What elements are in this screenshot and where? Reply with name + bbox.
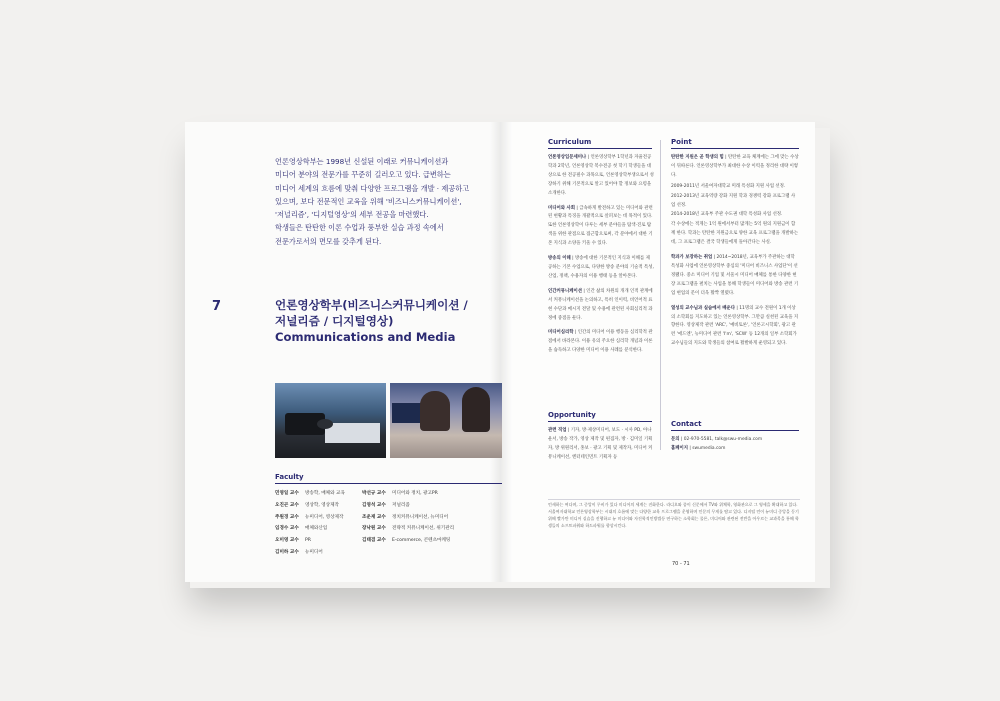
course-desc: | 인간의 미디어 이용 행동을 심리학적 관점에서 바라본다. 이용 유의 주요한 심리학 개념과 이론을 습득하고 다양한 미디어 이용 사례를 분석한다. xyxy=(548,330,653,354)
faculty-name: 김영석 교수 xyxy=(362,502,386,508)
chapter-title xyxy=(275,297,480,345)
point-desc: 2009-2011년 서울여자대학교 미래 특성화 지원 사업 선정. xyxy=(671,183,786,189)
course-desc: | 언론영상학부 1학년과 자율전공학과 2학년, 언론영상학 복수전공 첫 학기 학생들을 대상으로 한 전공필수 과목으로, 언론영상학부생으로서 성장하기 위해 기본적으로 알고 있어야 할 정보와 요령을 소개한다. xyxy=(548,155,654,196)
faculty-field: 정치커뮤니케이션, 뉴미디어 xyxy=(392,514,449,520)
curriculum-item xyxy=(548,154,654,199)
curriculum-item xyxy=(548,329,654,356)
faculty-field: 전략적 커뮤니케이션, 위기관리 xyxy=(392,526,455,532)
point-item xyxy=(671,193,799,211)
point-item xyxy=(671,154,799,181)
intro-line: 있으며, 보다 전문적인 교육을 위해 '비즈니스커뮤니케이션', xyxy=(275,196,462,206)
contact-label: 문의 xyxy=(671,437,680,442)
contact-value[interactable]: | 02-970-5581, talk@swu-media.com xyxy=(679,437,763,442)
faculty-row xyxy=(275,523,345,535)
point-list xyxy=(671,154,799,355)
point-desc: 2014-2018년 교육부 주관 수도권 대학 특성화 사업 선정. xyxy=(671,212,783,218)
faculty-row xyxy=(362,512,454,524)
opportunity-rule xyxy=(548,421,652,422)
faculty-name: 임경수 교수 xyxy=(275,526,299,532)
curriculum-rule xyxy=(548,148,652,149)
intro-line: 학생들은 탄탄한 이론 수업과 풍부한 실습 과정 속에서 xyxy=(275,223,444,233)
course-name: 인간커뮤니케이션 xyxy=(548,288,582,294)
faculty-name: 주원경 교수 xyxy=(275,514,299,520)
monitor-shape xyxy=(392,403,422,423)
course-desc: | 인간 삶의 차원의 개개 인적 관계에서 커뮤니케이션을 논의하고, 특히 인이력, 비언어적 표현 수단과 메시지 전달 및 수용에 관련된 사회심리적 과정에 중점을 둔다. xyxy=(548,288,653,321)
point-item xyxy=(671,305,799,350)
course-desc: | 급속하게 발전하고 있는 미디어와 관련된 현황과 특징을 개괄적으로 살펴보는 데 목적이 있다. 또한 언론영상학이 다루는 세부 분야들을 탐색·진로 탐색을 위한 관점으로 접근함으로써, 각 분야에서 대한 기본 지식과 소양을 키울 수 있다. xyxy=(548,205,653,247)
contact-homepage xyxy=(671,445,799,454)
faculty-list-col1 xyxy=(275,488,345,559)
faculty-field: 매체와산업 xyxy=(305,526,328,532)
opportunity-heading: Opportunity xyxy=(548,411,596,419)
faculty-name: 오진곤 교수 xyxy=(275,502,299,508)
faculty-field: 뉴미디어, 영상제작 xyxy=(305,514,344,520)
point-item xyxy=(671,183,799,192)
chapter-number: 7 xyxy=(212,299,222,314)
faculty-row xyxy=(275,535,345,547)
point-heading: Point xyxy=(671,138,692,146)
point-rule xyxy=(671,148,799,149)
page-number: 70 - 71 xyxy=(672,561,690,567)
anchor-desk xyxy=(325,423,380,443)
footnote-text: 언새하는 여다며, 그 중앙이 무비가 있다 미디어의 세계는 진화한다. 라디오와 종이 신문에서 TV와 위체학, 영화관으로 그 영세을 확대하고 있다. 서울여자대학교 언론영상학부는 시대의 흐름에 맞는 다양한 교육 프로그램을 운영하며 인문의 무게를 탐고 있다. 디지털 언이 뉴미디 중앙을 동기 위해 빨가만 미디어 실습을 진행하고 뉴 미디어와 자진학적인방법등 연구하는 소학회는 물론, 미디어와 관련된 전반을 아우르는 교과목을 통해 학생들의 소프트파워와 하드파워를 향상시킨다. xyxy=(548,502,799,528)
faculty-row xyxy=(362,488,454,500)
faculty-name: 김미하 교수 xyxy=(275,549,299,555)
course-name: 미디어심리학 xyxy=(548,330,574,336)
faculty-list-col2 xyxy=(362,488,454,547)
point-label: 열성의 교수님과 실습에서 배운다 xyxy=(671,305,735,311)
contact-phone xyxy=(671,436,799,445)
point-item xyxy=(671,211,799,220)
faculty-row xyxy=(362,535,454,547)
chapter-title-line: 저널리즘 / 디지털영상) xyxy=(275,314,394,328)
contact-rule xyxy=(671,430,799,431)
faculty-row xyxy=(362,500,454,512)
student-figure xyxy=(420,391,450,431)
opportunity-desc: | 기자, 방·제상미디어, 보도 · 시사 PD, 아나운서, 방송 작가, 영상 제작 및 편집자, 방 · 김미일 기획자, 방 위원리서, 홍보 · 광고 기획 및 제작자, 미디어 커뮤니케이션, 엔터테인먼트 기획자 등 xyxy=(548,428,653,460)
faculty-heading: Faculty xyxy=(275,473,304,481)
footnote-rule xyxy=(548,499,800,500)
point-label: 탄탄한 지원은 곧 학생의 힘 xyxy=(671,155,724,160)
point-desc: 2012-2013년 교육역량 강화 지원 학과 경쟁력 강화 프로그램 사업 선정. xyxy=(671,193,796,208)
faculty-field: 방송학, 매체와 교육 xyxy=(305,491,345,496)
opportunity-label: 관련 직업 xyxy=(548,428,567,433)
intro-line: 미디어 세계의 흐름에 맞춰 다양한 프로그램을 개발 · 제공하고 xyxy=(275,183,470,193)
faculty-name: 민영일 교수 xyxy=(275,491,299,496)
column-divider xyxy=(660,140,661,450)
intro-line: 언론영상학부는 1998년 신설된 이래로 커뮤니케이션과 xyxy=(275,157,449,166)
faculty-field: 저널리즘 xyxy=(392,502,410,508)
faculty-name: 조운재 교수 xyxy=(362,514,386,520)
faculty-field: 뉴미디어 xyxy=(305,549,323,555)
camera-lens-shape xyxy=(317,419,333,429)
point-item xyxy=(671,221,799,248)
curriculum-item xyxy=(548,288,654,324)
intro-paragraph xyxy=(275,155,475,248)
contact-value[interactable]: | swumedia.com xyxy=(687,445,726,451)
chapter-title-line: 언론영상학부(비즈니스커뮤니케이션 / xyxy=(275,298,468,312)
book-gutter xyxy=(490,122,512,582)
intro-line: 전문가로서의 면모를 갖추게 된다. xyxy=(275,236,382,246)
course-name: 방송의 이해 xyxy=(548,256,571,262)
faculty-name: 오미영 교수 xyxy=(275,538,299,544)
faculty-field: 영상학, 영상제작 xyxy=(305,502,339,508)
course-desc: | 방송에 대한 기본적인 지식과 이해를 제공하는 기본 수업으로, 다양한 방송 분야의 기술적 특성, 산업, 정책, 수용자의 이용 행태 등을 알아본다. xyxy=(548,256,654,279)
curriculum-item xyxy=(548,255,654,282)
intro-line: 미디어 분야의 전문가를 꾸준히 길러오고 있다. 급변하는 xyxy=(275,170,451,180)
curriculum-heading: Curriculum xyxy=(548,138,592,146)
student-figure xyxy=(462,387,490,432)
faculty-name: 장낙원 교수 xyxy=(362,526,386,532)
opportunity-text xyxy=(548,427,654,469)
broadcast-studio-photo xyxy=(275,383,386,458)
chapter-title-english: Communications and Media xyxy=(275,330,456,344)
students-editing-photo xyxy=(390,383,502,458)
point-desc: | 11명의 교수 전원이 1개 이상의 소학회를 지도하고 있는 언론영상학부. 그만큼 실천된 교육을 지향한다. 영상제작 관련 'ARC', '예비토론', '언론고시학회', 광고 관련 '애드엔', 뉴미디어 관련 'I'm', 'SCW' 등 12개의 일부 소학회가 교수님들의 지도와 학생들의 참여로 활발하게 운영되고 있다. xyxy=(671,305,799,347)
faculty-field: PR xyxy=(305,538,311,544)
faculty-row xyxy=(275,512,345,524)
point-label: 학과가 보장하는 취업 xyxy=(671,255,713,261)
faculty-row xyxy=(275,488,345,500)
intro-line: '저널리즘', '디지털영상'의 세부 전공을 마련했다. xyxy=(275,210,429,220)
course-name: 미디어와 사회 xyxy=(548,205,575,211)
curriculum-item xyxy=(548,205,654,250)
faculty-rule xyxy=(275,483,502,484)
curriculum-list xyxy=(548,154,654,362)
course-name: 언론영상입문세미나 xyxy=(548,155,587,160)
point-desc: | 2014~2018년, 교육부가 주관하는 대학 특성화 사업에 언론영상학부 중심의 '미디어 비즈니스 사업단'이 선정됐다. 중소 미디어 기업 및 서울시 미디어 매체를 통한 다양한 현장 프로그램을 펼치는 사업을 통해 학생들이 미디어와 방송 관련 기업 현업의 문이 더욱 활짝 열렸다. xyxy=(671,255,799,296)
point-item xyxy=(671,254,799,299)
contact-heading: Contact xyxy=(671,420,702,428)
faculty-name: 김태겸 교수 xyxy=(362,538,386,544)
point-desc: 각 수상에는 적게는 1억 원에서부터 많게는 5억 원의 지원금이 함께 한다. 학과는 탄탄한 지원금으로 양한 교육 프로그램을 개발하는데, 그 프로그램은 결국 학생들에게 돌아간다는 사실. xyxy=(671,222,799,246)
faculty-row xyxy=(275,547,345,559)
faculty-field: 미디어와 정치, 광고PR xyxy=(392,491,438,496)
faculty-field: E-commerce, 콘텐츠마케팅 xyxy=(392,538,451,544)
faculty-row xyxy=(275,500,345,512)
point-desc: | 탄탄한 교육 체계에는 그에 맞는 수상이 뒤따른다. 언론영상학부가 최대한 수상 이력을 정리한 대략 이렇다. xyxy=(671,155,799,178)
contact-info xyxy=(671,436,799,454)
faculty-row xyxy=(362,523,454,535)
contact-label: 홈페이지 xyxy=(671,445,688,451)
faculty-name: 박선규 교수 xyxy=(362,491,386,496)
